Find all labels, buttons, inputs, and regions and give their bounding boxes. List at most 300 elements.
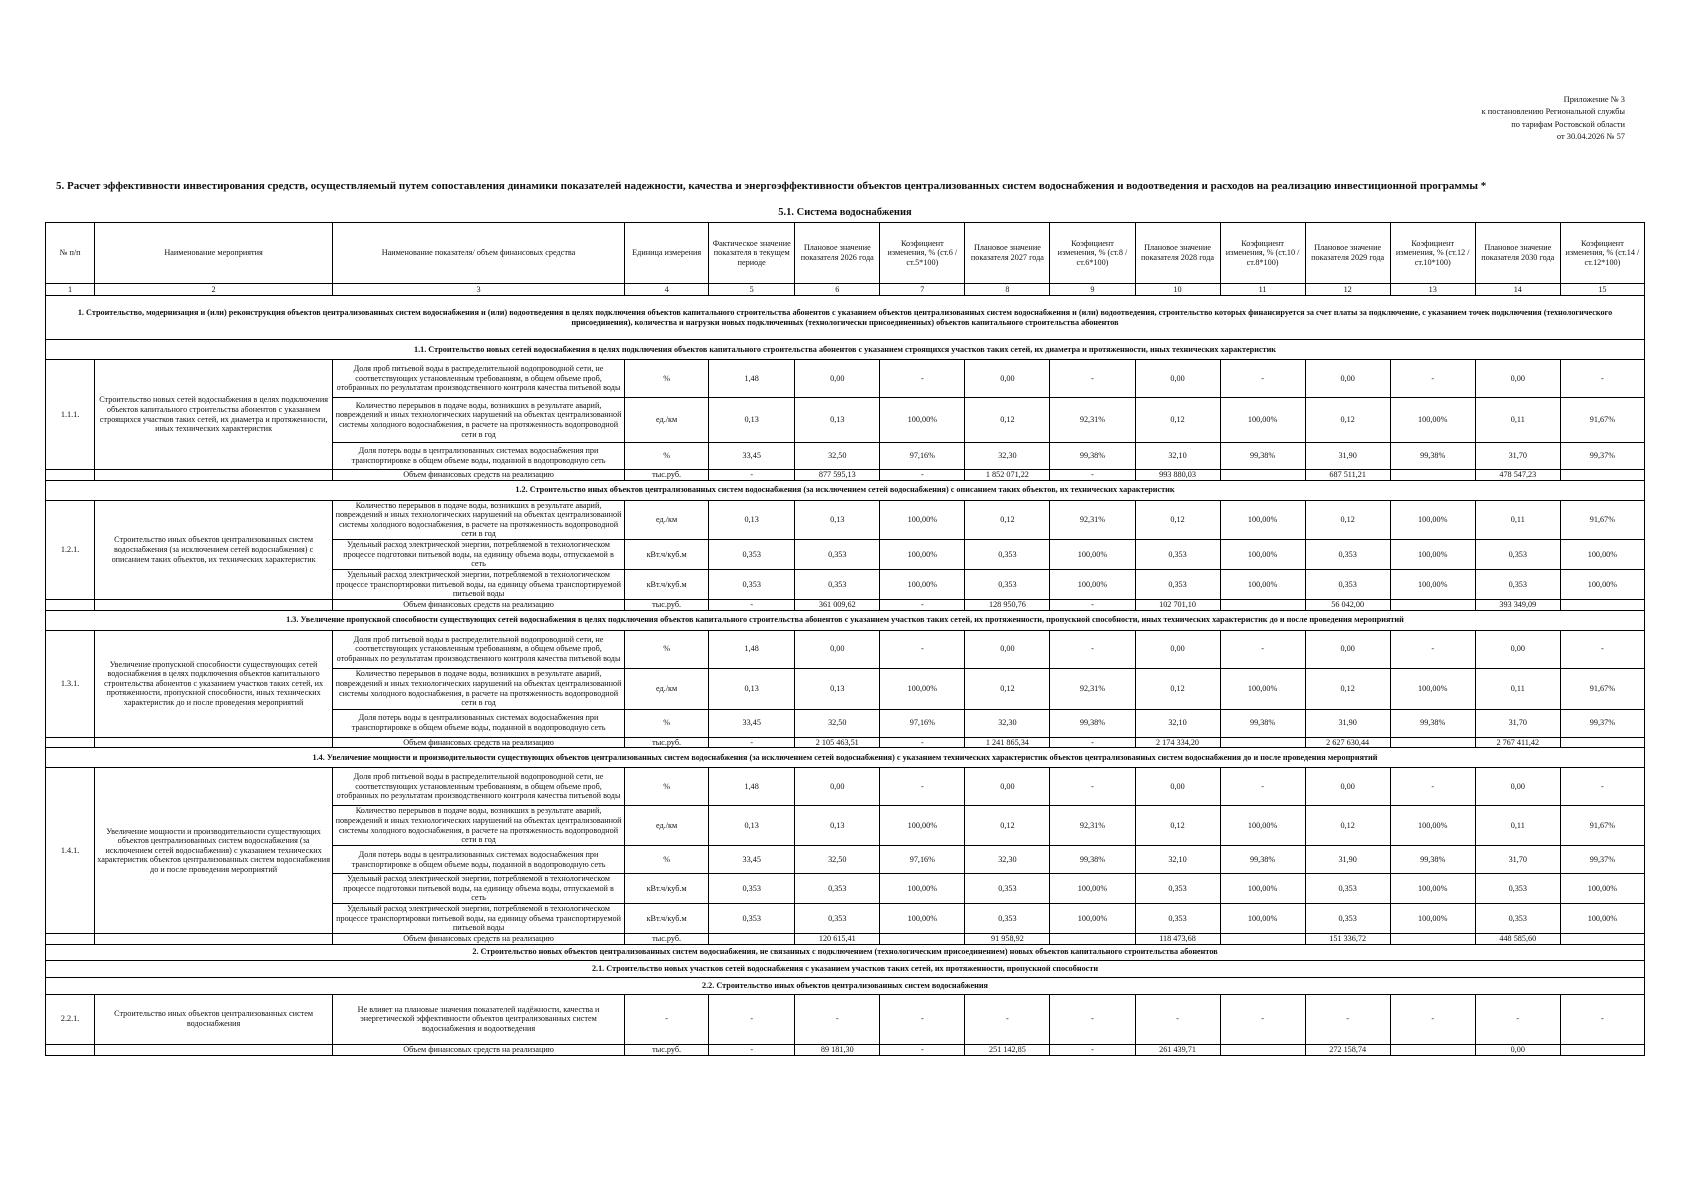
value-cell: 100,00%	[1220, 806, 1305, 846]
value-cell: 97,16%	[880, 709, 965, 737]
value-cell: 361 009,62	[795, 599, 880, 610]
document-heading: 5. Расчет эффективности инвестирования средств, осуществляемый путем сопоставления динамики показателей надежности, качества и энергоэффективности объектов централизованных систем водоснабжения и водоотведения и расходов на реализацию инвестиционной программы *	[56, 180, 1487, 192]
value-cell: -	[1390, 630, 1475, 668]
empty-cell	[95, 933, 333, 944]
indicator-name: Количество перерывов в подаче воды, возникших в результате аварий, повреждений и иных технологических нарушений на объектах централизованной системы холодного водоснабжения, в расчете на протяженность водопроводной сети в год	[332, 398, 624, 443]
value-cell: -	[1560, 994, 1644, 1044]
value-cell: -	[1050, 994, 1135, 1044]
subsection-title: 1.3. Увеличение пропускной способности существующих сетей водоснабжения в целях подключения объектов капитального строительства абонентов с указанием участков таких сетей, их протяженности, пропускной способности, иных технических характеристик до и после проведения мероприятий	[46, 610, 1645, 630]
finance-row	[46, 737, 1645, 748]
finance-row	[46, 1044, 1645, 1055]
value-cell: 0,12	[1305, 668, 1390, 709]
value-cell: -	[880, 737, 965, 748]
value-cell: 91,67%	[1560, 398, 1644, 443]
value-cell: -	[1050, 1044, 1135, 1055]
indicator-name: Доля потерь воды в централизованных системах водоснабжения при транспортировке в общем объеме воды, поданной в водопроводную сеть	[332, 443, 624, 470]
measure-number: 1.1.1.	[46, 360, 95, 470]
value-cell	[1220, 470, 1305, 481]
unit-cell: тыс.руб.	[625, 933, 709, 944]
empty-cell	[46, 737, 95, 748]
value-cell: 91,67%	[1560, 806, 1644, 846]
section-title: 1. Строительство, модернизация и (или) реконструкция объектов централизованных систем водоснабжения и (или) водоотведения в целях подключения объектов капитального строительства абонентов с указанием объектов централизованных систем водоснабжения и (или) водоотведения, строительство которых финансируется за счет платы за подключение, с указанием точек подключения (технологического присоединения), количества и нагрузки новых подключенных (технологически присоединенных) объектов капитального строительства абонентов	[46, 296, 1645, 340]
indicator-row	[46, 994, 1645, 1044]
value-cell: 92,31%	[1050, 398, 1135, 443]
empty-cell	[95, 737, 333, 748]
value-cell: 0,353	[709, 539, 795, 569]
value-cell: -	[795, 994, 880, 1044]
value-cell: 100,00%	[880, 668, 965, 709]
subsection-row	[46, 960, 1645, 977]
value-cell: 91,67%	[1560, 500, 1644, 539]
header-cell: Наименование показателя/ объем финансовых средства	[332, 223, 624, 284]
unit-cell: кВт.ч/куб.м	[625, 539, 709, 569]
value-cell: 0,00	[795, 360, 880, 398]
empty-cell	[46, 1044, 95, 1055]
value-cell: 99,37%	[1560, 709, 1644, 737]
section-title: 2. Строительство новых объектов централизованных систем водоснабжения, не связанных с подключением (технологическим присоединением) новых объектов капитального строительства абонентов	[46, 944, 1645, 960]
measure-number: 1.3.1.	[46, 630, 95, 737]
unit-cell: %	[625, 709, 709, 737]
unit-cell: %	[625, 360, 709, 398]
value-cell: 99,38%	[1050, 709, 1135, 737]
table-title: 5.1. Система водоснабжения	[778, 207, 912, 218]
value-cell: -	[1220, 768, 1305, 806]
header-cell: Коэфициент изменения, % (ст.6 /ст.5*100)	[880, 223, 965, 284]
value-cell: 0,00	[1305, 630, 1390, 668]
empty-cell	[95, 470, 333, 481]
subsection-title: 1.4. Увеличение мощности и производительности существующих объектов централизованных систем водоснабжения (за исключением сетей водоснабжения) с указанием технических характеристик объектов централизованных систем водоснабжения до и после проведения мероприятий	[46, 748, 1645, 768]
finance-label: Объем финансовых средств на реализацию	[332, 933, 624, 944]
value-cell	[1390, 933, 1475, 944]
measure-name: Увеличение пропускной способности существующих сетей водоснабжения в целях подключения объектов капитального строительства абонентов с указанием участков таких сетей, их протяженности, пропускной способности, иных технических характеристик до и после проведения мероприятий	[95, 630, 333, 737]
value-cell: 100,00%	[1050, 569, 1135, 599]
value-cell: 100,00%	[1390, 569, 1475, 599]
value-cell: 32,30	[965, 846, 1050, 874]
value-cell: 97,16%	[880, 846, 965, 874]
value-cell: 0,12	[1305, 500, 1390, 539]
indicator-row	[46, 360, 1645, 398]
subsection-row	[46, 480, 1645, 500]
value-cell: 0,13	[795, 668, 880, 709]
value-cell: -	[1050, 360, 1135, 398]
value-cell: 0,353	[1305, 569, 1390, 599]
value-cell: 99,38%	[1220, 443, 1305, 470]
value-cell: 0,00	[1135, 360, 1220, 398]
header-cell: Плановое значение показателя 2029 года	[1305, 223, 1390, 284]
value-cell: -	[880, 360, 965, 398]
value-cell: 100,00%	[1050, 874, 1135, 904]
header-cell: Наименование мероприятия	[95, 223, 333, 284]
column-number: 15	[1560, 284, 1644, 296]
column-number: 8	[965, 284, 1050, 296]
finance-row	[46, 599, 1645, 610]
value-cell: 0,13	[709, 806, 795, 846]
value-cell: 99,38%	[1050, 443, 1135, 470]
indicator-name: Удельный расход электрической энергии, потребляемой в технологическом процессе транспортировки питьевой воды, на единицу объема транспортируемой питьевой воды	[332, 569, 624, 599]
value-cell: 251 142,85	[965, 1044, 1050, 1055]
value-cell: 100,00%	[1560, 904, 1644, 934]
indicator-name: Не влияет на плановые значения показателей надёжности, качества и энергетической эффективности объектов централизованных систем водоснабжения и водоотведения	[332, 994, 624, 1044]
value-cell: 31,90	[1305, 443, 1390, 470]
measure-number: 1.4.1.	[46, 768, 95, 934]
header-cell: Коэфициент изменения, % (ст.14 /ст.12*100)	[1560, 223, 1644, 284]
value-cell: 91 958,92	[965, 933, 1050, 944]
unit-cell: кВт.ч/куб.м	[625, 874, 709, 904]
column-number: 4	[625, 284, 709, 296]
column-number: 1	[46, 284, 95, 296]
value-cell: 100,00%	[1560, 539, 1644, 569]
value-cell: 0,00	[795, 630, 880, 668]
value-cell: 32,50	[795, 846, 880, 874]
value-cell: -	[1475, 994, 1560, 1044]
unit-cell: тыс.руб.	[625, 1044, 709, 1055]
value-cell: 99,38%	[1390, 709, 1475, 737]
unit-cell: кВт.ч/куб.м	[625, 904, 709, 934]
indicator-name: Количество перерывов в подаче воды, возникших в результате аварий, повреждений и иных технологических нарушений на объектах централизованной системы холодного водоснабжения, в расчете на протяженность водопроводной сети в год	[332, 806, 624, 846]
value-cell: 0,353	[1135, 874, 1220, 904]
header-cell: Плановое значение показателя 2027 года	[965, 223, 1050, 284]
value-cell: -	[880, 1044, 965, 1055]
value-cell: 31,70	[1475, 846, 1560, 874]
value-cell: 0,00	[965, 360, 1050, 398]
value-cell: 89 181,30	[795, 1044, 880, 1055]
value-cell: 0,00	[1135, 768, 1220, 806]
value-cell: 100,00%	[880, 569, 965, 599]
value-cell: 0,12	[1305, 806, 1390, 846]
value-cell: 100,00%	[1390, 539, 1475, 569]
value-cell: 0,353	[795, 569, 880, 599]
value-cell: 0,13	[709, 668, 795, 709]
appendix-note	[1482, 94, 1625, 144]
value-cell: -	[709, 470, 795, 481]
value-cell: -	[1050, 768, 1135, 806]
value-cell: 0,353	[1135, 539, 1220, 569]
value-cell: -	[880, 630, 965, 668]
value-cell: 99,37%	[1560, 443, 1644, 470]
empty-cell	[95, 1044, 333, 1055]
value-cell: 0,13	[709, 500, 795, 539]
header-cell: Единица измерения	[625, 223, 709, 284]
appendix-line: к постановлению Региональной службы	[1481, 107, 1625, 117]
value-cell: -	[1390, 994, 1475, 1044]
value-cell: 100,00%	[1390, 874, 1475, 904]
value-cell: 0,11	[1475, 806, 1560, 846]
measure-number: 2.2.1.	[46, 994, 95, 1044]
value-cell: -	[880, 470, 965, 481]
subsection-row	[46, 748, 1645, 768]
value-cell: -	[709, 1044, 795, 1055]
value-cell: 32,10	[1135, 709, 1220, 737]
unit-cell: %	[625, 768, 709, 806]
column-number: 11	[1220, 284, 1305, 296]
value-cell: -	[1560, 360, 1644, 398]
value-cell: -	[1560, 630, 1644, 668]
value-cell: 100,00%	[1050, 539, 1135, 569]
value-cell: -	[1220, 994, 1305, 1044]
value-cell: 0,12	[1135, 806, 1220, 846]
value-cell: 0,353	[1135, 904, 1220, 934]
value-cell: 0,00	[1135, 630, 1220, 668]
value-cell: 0,12	[1135, 500, 1220, 539]
header-cell: № п/п	[46, 223, 95, 284]
value-cell: 0,12	[965, 806, 1050, 846]
value-cell: 100,00%	[1220, 398, 1305, 443]
value-cell: 0,353	[1305, 874, 1390, 904]
value-cell: 0,12	[1305, 398, 1390, 443]
value-cell: 100,00%	[1220, 500, 1305, 539]
value-cell: 448 585,60	[1475, 933, 1560, 944]
value-cell: 99,38%	[1220, 846, 1305, 874]
indicator-name: Удельный расход электрической энергии, потребляемой в технологическом процессе транспортировки питьевой воды, на единицу объема транспортируемой питьевой воды	[332, 904, 624, 934]
value-cell: 128 950,76	[965, 599, 1050, 610]
value-cell	[1560, 737, 1644, 748]
value-cell: 92,31%	[1050, 806, 1135, 846]
value-cell: 0,12	[1135, 398, 1220, 443]
unit-cell: тыс.руб.	[625, 599, 709, 610]
value-cell	[1220, 737, 1305, 748]
finance-label: Объем финансовых средств на реализацию	[332, 599, 624, 610]
value-cell: 32,30	[965, 709, 1050, 737]
indicator-name: Доля потерь воды в централизованных системах водоснабжения при транспортировке в общем объеме воды, поданной в водопроводную сеть	[332, 709, 624, 737]
value-cell: 0,353	[1475, 874, 1560, 904]
measure-name: Строительство иных объектов централизованных систем водоснабжения	[95, 994, 333, 1044]
header-cell: Коэфициент изменения, % (ст.12 /ст.10*100)	[1390, 223, 1475, 284]
value-cell	[880, 933, 965, 944]
value-cell: 0,00	[1305, 768, 1390, 806]
value-cell: 0,353	[965, 904, 1050, 934]
value-cell: 0,353	[795, 539, 880, 569]
value-cell: 99,38%	[1390, 846, 1475, 874]
value-cell: 100,00%	[880, 904, 965, 934]
value-cell: 100,00%	[880, 874, 965, 904]
value-cell: 877 595,13	[795, 470, 880, 481]
measure-name: Строительство новых сетей водоснабжения в целях подключения объектов капитального строительства абонентов с указанием строящихся участков таких сетей, их диаметра и протяженности, иных технических характеристик	[95, 360, 333, 470]
value-cell: 0,11	[1475, 500, 1560, 539]
unit-cell: ед./км	[625, 500, 709, 539]
value-cell: -	[1220, 360, 1305, 398]
value-cell: 2 627 630,44	[1305, 737, 1390, 748]
value-cell: 0,00	[795, 768, 880, 806]
column-number: 3	[332, 284, 624, 296]
value-cell: 0,13	[795, 500, 880, 539]
measure-name: Строительство иных объектов централизованных систем водоснабжения (за исключением сетей водоснабжения) с описанием таких объектов, их технических характеристик	[95, 500, 333, 599]
unit-cell: -	[625, 994, 709, 1044]
value-cell: 100,00%	[1220, 668, 1305, 709]
empty-cell	[46, 933, 95, 944]
value-cell: -	[1305, 994, 1390, 1044]
value-cell: 0,00	[965, 768, 1050, 806]
header-cell: Плановое значение показателя 2028 года	[1135, 223, 1220, 284]
column-number: 14	[1475, 284, 1560, 296]
appendix-line: по тарифам Ростовской области	[1511, 119, 1625, 129]
subsection-title: 2.1. Строительство новых участков сетей водоснабжения с указанием участков таких сетей, их протяженности, пропускной способности	[46, 960, 1645, 977]
empty-cell	[46, 599, 95, 610]
indicator-name: Доля проб питьевой воды в распределительной водопроводной сети, не соответствующих установленным требованиям, в общем объеме проб, отобранных по результатам производственного контроля качества питьевой воды	[332, 360, 624, 398]
finance-row	[46, 470, 1645, 481]
finance-label: Объем финансовых средств на реализацию	[332, 470, 624, 481]
unit-cell: ед./км	[625, 398, 709, 443]
indicator-row	[46, 500, 1645, 539]
value-cell: 33,45	[709, 846, 795, 874]
value-cell	[1390, 599, 1475, 610]
value-cell: 33,45	[709, 443, 795, 470]
finance-row	[46, 933, 1645, 944]
value-cell: 100,00%	[1050, 904, 1135, 934]
subsection-row	[46, 610, 1645, 630]
value-cell: 99,38%	[1050, 846, 1135, 874]
value-cell: 100,00%	[880, 500, 965, 539]
value-cell: 0,353	[1475, 904, 1560, 934]
column-number: 13	[1390, 284, 1475, 296]
value-cell: 272 158,74	[1305, 1044, 1390, 1055]
value-cell: 0,00	[1475, 630, 1560, 668]
value-cell: -	[709, 599, 795, 610]
header-cell: Плановое значение показателя 2026 года	[795, 223, 880, 284]
value-cell: 0,353	[795, 874, 880, 904]
unit-cell: тыс.руб.	[625, 470, 709, 481]
value-cell: -	[709, 994, 795, 1044]
column-number: 10	[1135, 284, 1220, 296]
value-cell: 0,13	[795, 806, 880, 846]
value-cell: 1,48	[709, 630, 795, 668]
value-cell: 100,00%	[880, 806, 965, 846]
section-row	[46, 296, 1645, 340]
measure-name: Увеличение мощности и производительности существующих объектов централизованных систем водоснабжения (за исключением сетей водоснабжения) с указанием технических характеристик объектов централизованных систем водоснабжения до и после проведения мероприятий	[95, 768, 333, 934]
appendix-line: от 30.04.2026 № 57	[1556, 132, 1625, 142]
value-cell	[709, 933, 795, 944]
value-cell	[1390, 1044, 1475, 1055]
value-cell: 32,10	[1135, 846, 1220, 874]
value-cell: -	[965, 994, 1050, 1044]
column-number: 12	[1305, 284, 1390, 296]
value-cell: -	[880, 994, 965, 1044]
subsection-title: 2.2. Строительство иных объектов централизованных систем водоснабжения	[46, 977, 1645, 994]
value-cell: -	[880, 599, 965, 610]
value-cell	[1390, 470, 1475, 481]
value-cell	[1220, 1044, 1305, 1055]
value-cell: 118 473,68	[1135, 933, 1220, 944]
value-cell: 0,353	[795, 904, 880, 934]
value-cell: 478 547,23	[1475, 470, 1560, 481]
value-cell: 100,00%	[1390, 668, 1475, 709]
empty-cell	[95, 599, 333, 610]
value-cell: 0,13	[709, 398, 795, 443]
value-cell: -	[1050, 470, 1135, 481]
value-cell: 92,31%	[1050, 668, 1135, 709]
header-cell: Коэфициент изменения, % (ст.8 /ст.6*100)	[1050, 223, 1135, 284]
unit-cell: %	[625, 443, 709, 470]
column-number: 2	[95, 284, 333, 296]
value-cell: 31,70	[1475, 709, 1560, 737]
value-cell: 1 852 071,22	[965, 470, 1050, 481]
value-cell: 1,48	[709, 768, 795, 806]
efficiency-table	[45, 222, 1645, 1056]
value-cell: 993 880,03	[1135, 470, 1220, 481]
subsection-title: 1.2. Строительство иных объектов централизованных систем водоснабжения (за исключением сетей водоснабжения) с описанием таких объектов, их технических характеристик	[46, 480, 1645, 500]
value-cell: 151 336,72	[1305, 933, 1390, 944]
value-cell: -	[1220, 630, 1305, 668]
unit-cell: ед./км	[625, 806, 709, 846]
column-number: 7	[880, 284, 965, 296]
value-cell	[1220, 599, 1305, 610]
empty-cell	[46, 470, 95, 481]
measure-number: 1.2.1.	[46, 500, 95, 599]
value-cell: 100,00%	[1560, 874, 1644, 904]
value-cell: 0,13	[795, 398, 880, 443]
value-cell: 91,67%	[1560, 668, 1644, 709]
value-cell: 0,00	[1305, 360, 1390, 398]
value-cell: 0,12	[1135, 668, 1220, 709]
column-number: 5	[709, 284, 795, 296]
value-cell: 0,00	[1475, 768, 1560, 806]
value-cell: 97,16%	[880, 443, 965, 470]
appendix-line: Приложение № 3	[1563, 95, 1625, 104]
value-cell: 2 174 334,20	[1135, 737, 1220, 748]
value-cell: 687 511,21	[1305, 470, 1390, 481]
value-cell: 100,00%	[1390, 806, 1475, 846]
value-cell: -	[1050, 737, 1135, 748]
value-cell: 2 105 463,51	[795, 737, 880, 748]
value-cell: 100,00%	[880, 539, 965, 569]
value-cell: 31,90	[1305, 709, 1390, 737]
column-number: 9	[1050, 284, 1135, 296]
value-cell: 0,353	[965, 569, 1050, 599]
header-cell: Плановое значение показателя 2030 года	[1475, 223, 1560, 284]
header-cell: Фактическое значение показателя в текущем периоде	[709, 223, 795, 284]
subsection-row	[46, 977, 1645, 994]
value-cell: 0,00	[1475, 1044, 1560, 1055]
value-cell: -	[1050, 630, 1135, 668]
value-cell: 0,353	[965, 539, 1050, 569]
indicator-name: Удельный расход электрической энергии, потребляемой в технологическом процессе подготовки питьевой воды, на единицу объема воды, отпускаемой в сеть	[332, 874, 624, 904]
indicator-row	[46, 630, 1645, 668]
value-cell: 0,353	[1305, 904, 1390, 934]
value-cell: 0,11	[1475, 668, 1560, 709]
subsection-row	[46, 340, 1645, 360]
value-cell: 2 767 411,42	[1475, 737, 1560, 748]
value-cell	[1220, 933, 1305, 944]
value-cell: 0,353	[709, 904, 795, 934]
value-cell: 0,353	[709, 874, 795, 904]
unit-cell: кВт.ч/куб.м	[625, 569, 709, 599]
value-cell: 100,00%	[1390, 398, 1475, 443]
value-cell: 1,48	[709, 360, 795, 398]
header-row	[46, 223, 1645, 284]
indicator-name: Доля проб питьевой воды в распределительной водопроводной сети, не соответствующих установленным требованиям, в общем объеме проб, отобранных по результатам производственного контроля качества питьевой воды	[332, 768, 624, 806]
value-cell: 100,00%	[880, 398, 965, 443]
finance-label: Объем финансовых средств на реализацию	[332, 1044, 624, 1055]
subsection-title: 1.1. Строительство новых сетей водоснабжения в целях подключения объектов капитального строительства абонентов с указанием строящихся участков таких сетей, их диаметра и протяженности, иных технических характеристик	[46, 340, 1645, 360]
unit-cell: %	[625, 630, 709, 668]
finance-label: Объем финансовых средств на реализацию	[332, 737, 624, 748]
indicator-name: Доля проб питьевой воды в распределительной водопроводной сети, не соответствующих установленным требованиям, в общем объеме проб, отобранных по результатам производственного контроля качества питьевой воды	[332, 630, 624, 668]
unit-cell: %	[625, 846, 709, 874]
value-cell: 102 701,10	[1135, 599, 1220, 610]
value-cell: 0,12	[965, 398, 1050, 443]
value-cell: 0,00	[965, 630, 1050, 668]
value-cell: -	[1135, 994, 1220, 1044]
indicator-name: Количество перерывов в подаче воды, возникших в результате аварий, повреждений и иных технологических нарушений на объектах централизованной системы холодного водоснабжения, в расчете на протяженность водопроводной сети в год	[332, 668, 624, 709]
value-cell: 99,38%	[1390, 443, 1475, 470]
value-cell: -	[709, 737, 795, 748]
value-cell: 32,10	[1135, 443, 1220, 470]
value-cell: 100,00%	[1220, 904, 1305, 934]
indicator-name: Удельный расход электрической энергии, потребляемой в технологическом процессе подготовки питьевой воды, на единицу объема воды, отпускаемой в сеть	[332, 539, 624, 569]
value-cell: 0,353	[1135, 569, 1220, 599]
value-cell: 31,70	[1475, 443, 1560, 470]
column-number-row	[46, 284, 1645, 296]
value-cell	[1050, 933, 1135, 944]
